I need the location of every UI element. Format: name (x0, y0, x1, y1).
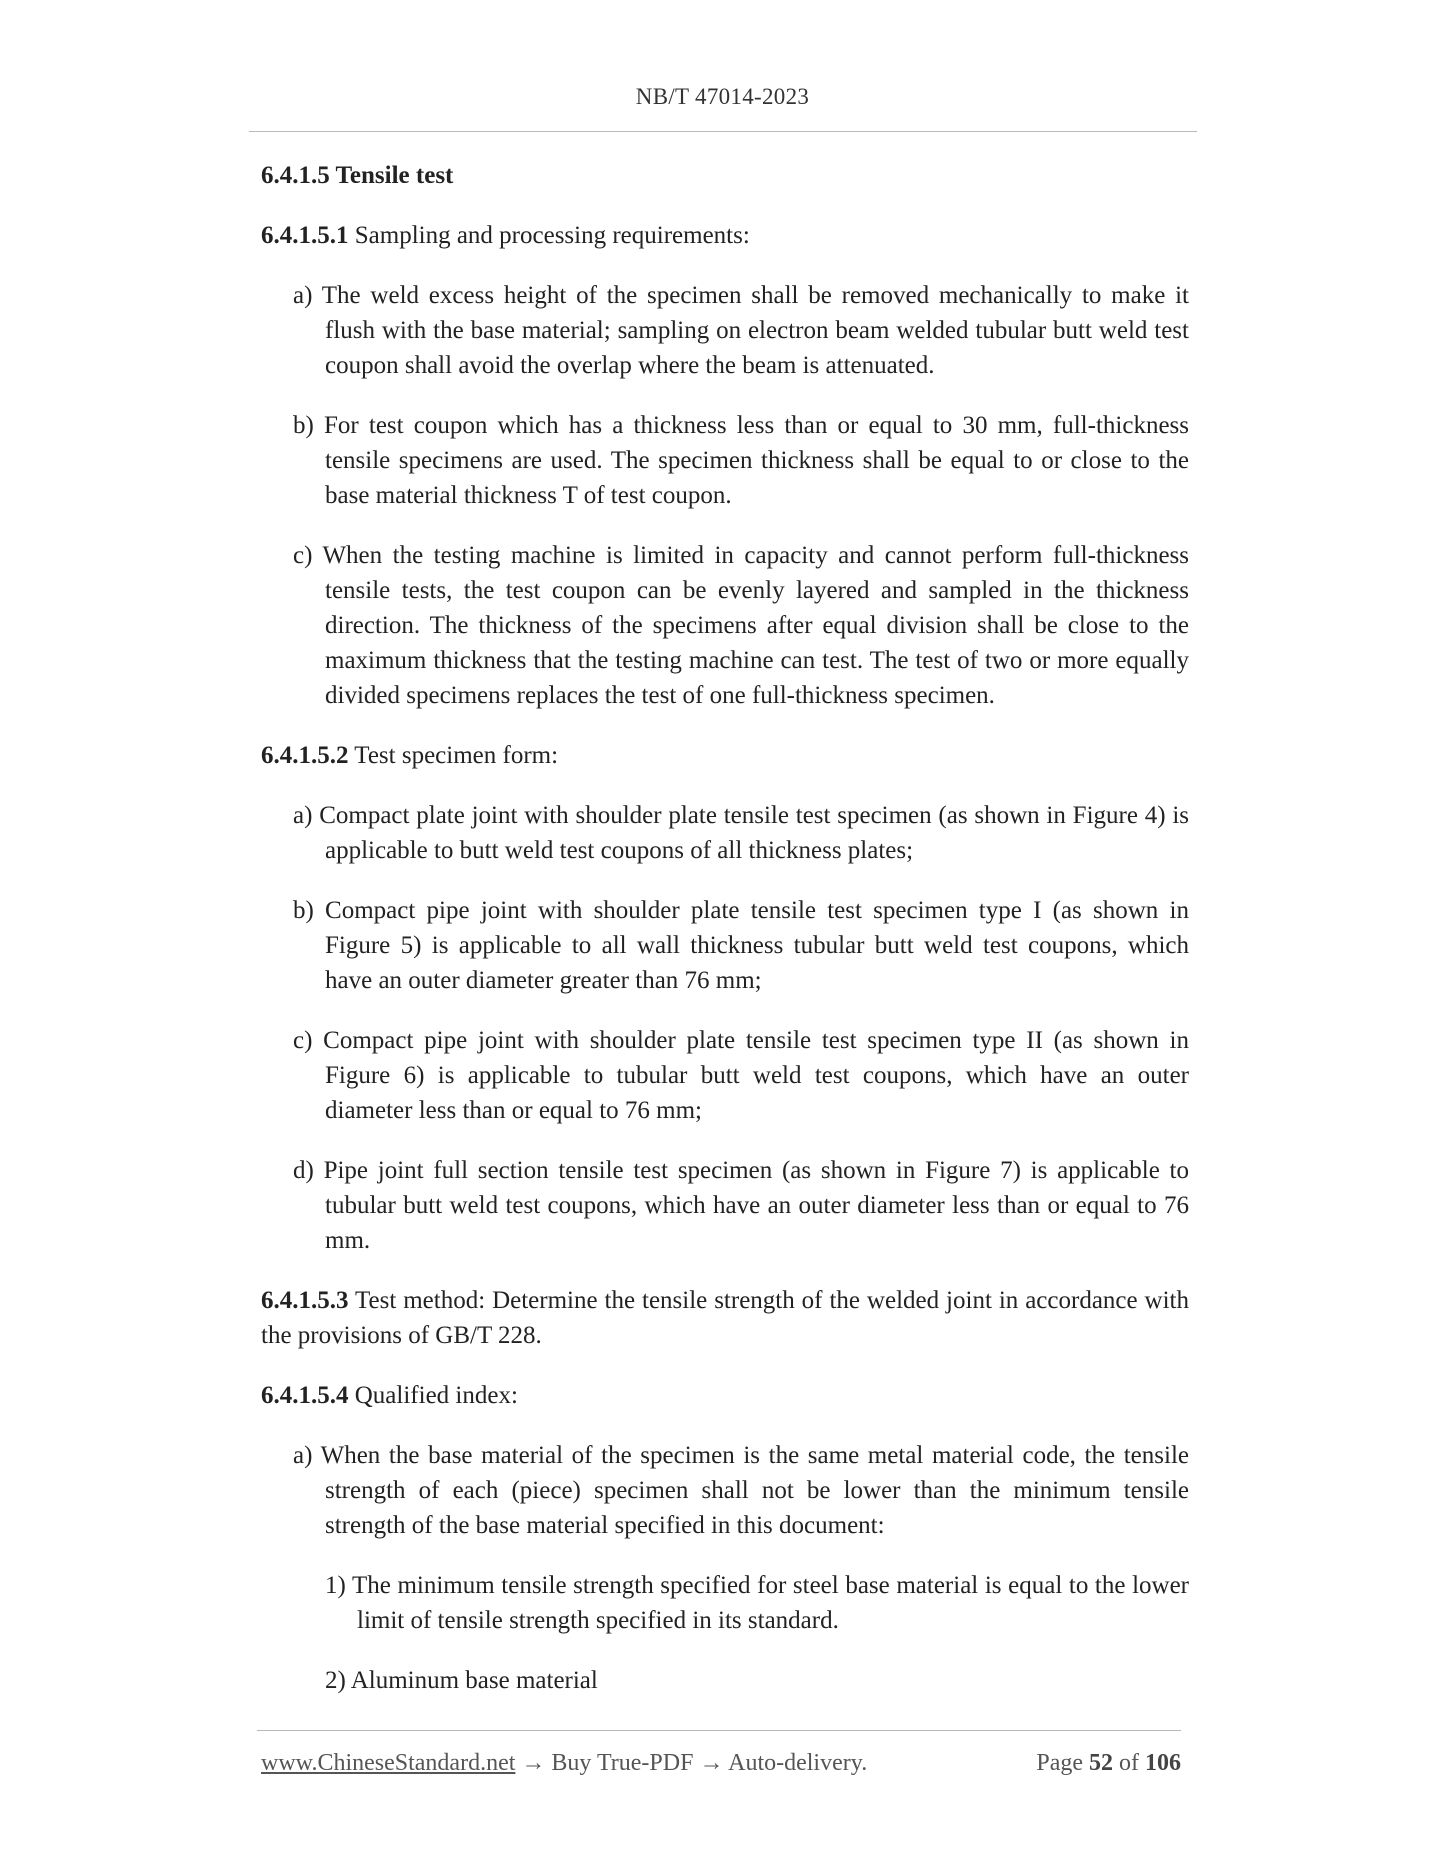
footer-divider (257, 1730, 1181, 1731)
clause-6-4-1-5-2 (261, 738, 1189, 773)
sub-list-item: 1) The minimum tensile strength specified for steel base material is equal to the lower limit of tensile strength specified in its standard. (325, 1572, 1189, 1634)
clause-6-4-1-5-4 (261, 1378, 1189, 1413)
sub-list-item: 2) Aluminum base material (325, 1667, 598, 1694)
page-footer (261, 1750, 1181, 1777)
footer-tagline: → Buy True-PDF → Auto-delivery. (515, 1750, 868, 1776)
page-header: NB/T 47014-2023 (635, 84, 810, 109)
list-item: c) Compact pipe joint with shoulder plate tensile test specimen type II (as shown in Figure 6) is applicable to tubular butt weld test coupons, which have an outer diameter less than or equal to 76 mm; (293, 1027, 1189, 1124)
document-body (261, 158, 1189, 1723)
clause-text: Qualified index: (348, 1382, 518, 1409)
site-link[interactable]: www.ChineseStandard.net (261, 1750, 516, 1776)
clause-number: 6.4.1.5.3 (261, 1287, 349, 1314)
clause-number: 6.4.1.5.2 (261, 742, 349, 769)
clause-text: Test specimen form: (348, 742, 559, 769)
header-divider (249, 131, 1197, 132)
list-item: a) When the base material of the specimen is the same metal material code, the tensile strength of each (piece) specimen shall not be lower than the minimum tensile strength of the base material specified in this document: (293, 1442, 1189, 1539)
clause-text: Sampling and processing requirements: (348, 222, 750, 249)
page-current: 52 (1089, 1750, 1113, 1776)
clause-6-4-1-5-3 (261, 1283, 1189, 1353)
clause-number: 6.4.1.5.1 (261, 222, 349, 249)
page-word: Page (1036, 1750, 1083, 1776)
clause-number: 6.4.1.5.4 (261, 1382, 349, 1409)
clause-6-4-1-5-1 (261, 218, 1189, 253)
list-item: b) Compact pipe joint with shoulder plate tensile test specimen type I (as shown in Figure 5) is applicable to all wall thickness tubular butt weld test coupons, which have an outer diameter greater than 76 mm; (293, 897, 1189, 994)
page-indicator (1036, 1750, 1181, 1777)
clause-text: Test method: Determine the tensile strength of the welded joint in accordance with the provisions of GB/T 228. (261, 1287, 1189, 1349)
list-item: a) The weld excess height of the specimen shall be removed mechanically to make it flush with the base material; sampling on electron beam welded tubular butt weld test coupon shall avoid the overlap where the beam is attenuated. (293, 282, 1189, 379)
list-item: d) Pipe joint full section tensile test specimen (as shown in Figure 7) is applicable to tubular butt weld test coupons, which have an outer diameter less than or equal to 76 mm. (293, 1157, 1189, 1254)
page-total: 106 (1145, 1750, 1181, 1776)
list-item: b) For test coupon which has a thickness less than or equal to 30 mm, full-thickness tensile specimens are used. The specimen thickness shall be equal to or close to the base material thickness T of test coupon. (293, 412, 1189, 509)
list-item: a) Compact plate joint with shoulder plate tensile test specimen (as shown in Figure 4) is applicable to butt weld test coupons of all thickness plates; (293, 802, 1189, 864)
list-item: c) When the testing machine is limited in capacity and cannot perform full-thickness tensile tests, the test coupon can be evenly layered and sampled in the thickness direction. The thickness of the specimens after equal division shall be close to the maximum thickness that the testing machine can test. The test of two or more equally divided specimens replaces the test of one full-thickness specimen. (293, 542, 1189, 709)
section-title: 6.4.1.5 Tensile test (261, 162, 454, 189)
of-word: of (1119, 1750, 1139, 1776)
